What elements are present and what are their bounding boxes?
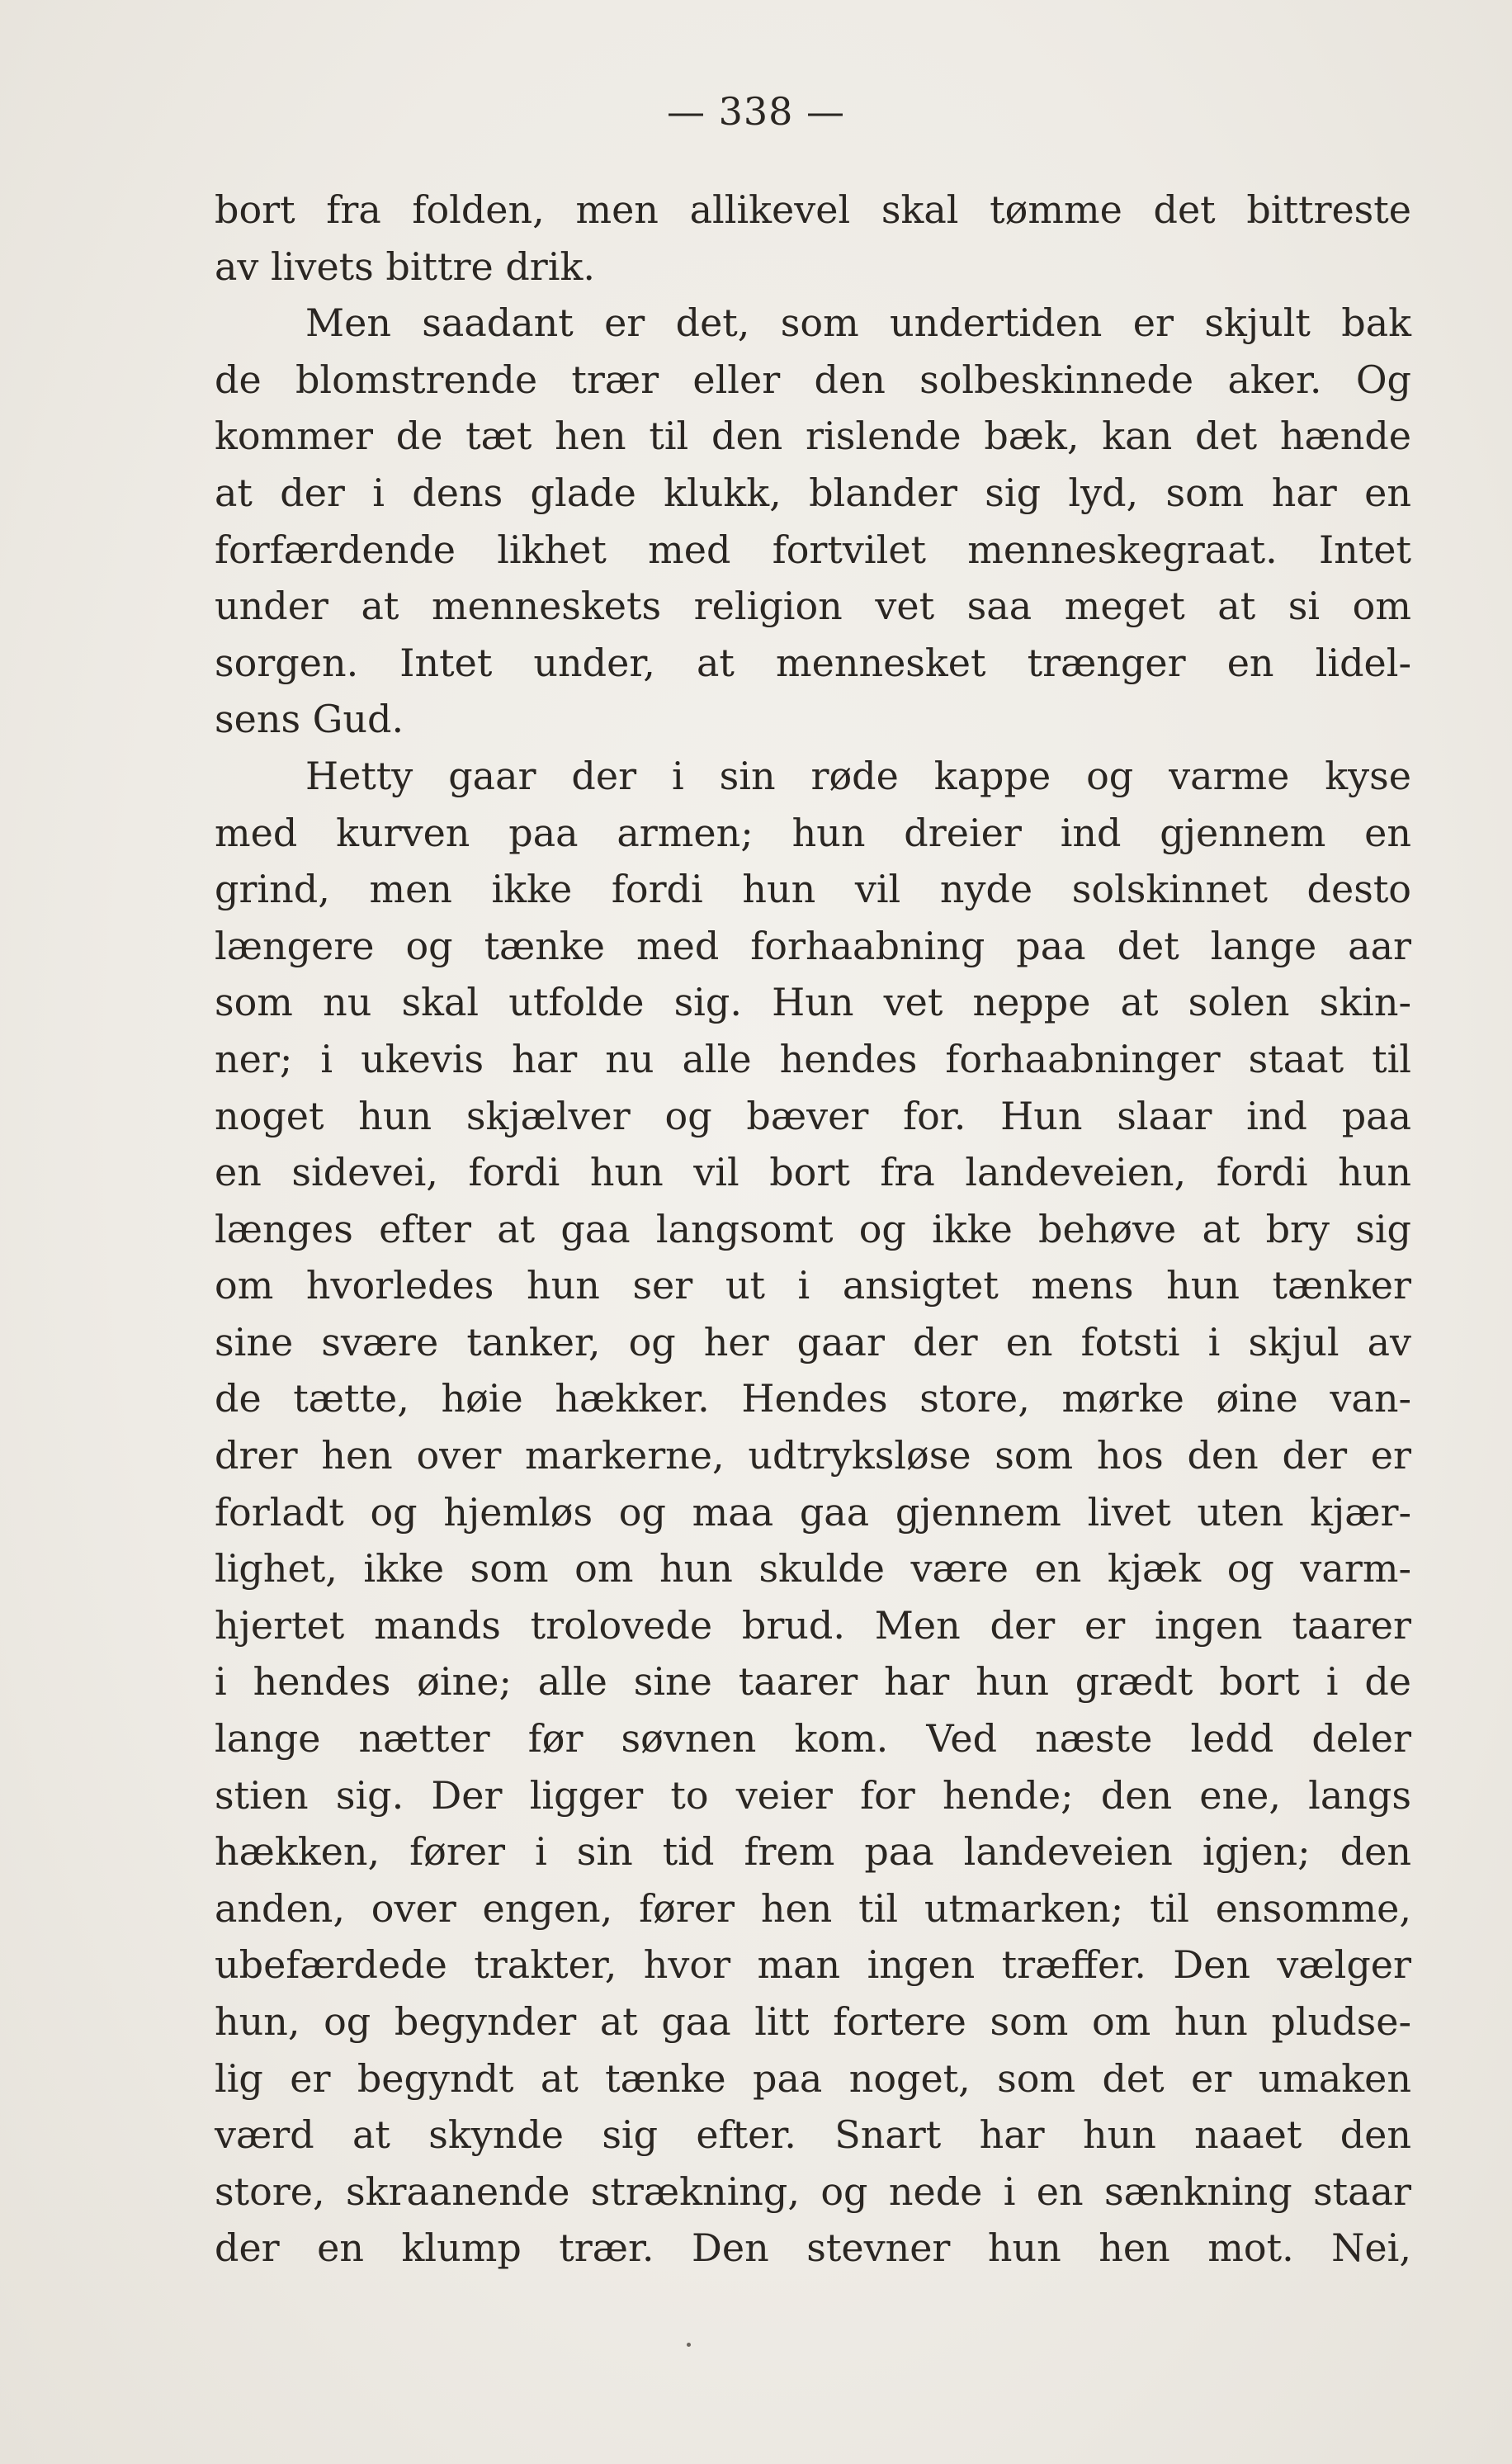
text-line: forfærdende likhet med fortvilet menneskegraat. Intet bbox=[215, 527, 1411, 572]
text-line: ner; i ukevis har nu alle hendes forhaabninger staat til bbox=[215, 1036, 1411, 1081]
text-line: sine svære tanker, og her gaar der en fotsti i skjul av bbox=[215, 1319, 1411, 1364]
text-line: store, skraanende strækning, og nede i en sænkning staar bbox=[215, 2168, 1411, 2214]
text-line: om hvorledes hun ser ut i ansigtet mens hun tænker bbox=[215, 1263, 1411, 1308]
text-line: Men saadant er det, som undertiden er skjult bak bbox=[305, 300, 1411, 346]
print-speck bbox=[687, 2343, 691, 2347]
text-line: drer hen over markerne, udtryksløse som hos den der er bbox=[215, 1433, 1411, 1478]
text-line: længere og tænke med forhaabning paa det lange aar bbox=[215, 923, 1411, 968]
page-number: — 338 — bbox=[666, 89, 846, 134]
text-line: lange nætter før søvnen kom. Ved næste ledd deler bbox=[215, 1716, 1411, 1762]
text-line: de tætte, høie hækker. Hendes store, mørke øine van- bbox=[215, 1376, 1411, 1421]
text-line: som nu skal utfolde sig. Hun vet neppe at solen skin- bbox=[215, 980, 1411, 1025]
text-line: bort fra folden, men allikevel skal tømme det bittreste bbox=[215, 187, 1411, 232]
body-text bbox=[215, 182, 1411, 2277]
text-line: under at menneskets religion vet saa meget at si om bbox=[215, 584, 1411, 629]
text-line: længes efter at gaa langsomt og ikke behøve at bry sig bbox=[215, 1206, 1411, 1251]
text-line: sens Gud. bbox=[215, 697, 404, 742]
text-line: stien sig. Der ligger to veier for hende; den ene, langs bbox=[215, 1772, 1411, 1818]
text-line: at der i dens glade klukk, blander sig lyd, som har en bbox=[215, 470, 1411, 515]
text-line: der en klump trær. Den stevner hun hen mot. Nei, bbox=[215, 2225, 1411, 2271]
text-line: hun, og begynder at gaa litt fortere som om hun pludse- bbox=[215, 1999, 1411, 2044]
text-line: anden, over engen, fører hen til utmarken; til ensomme, bbox=[215, 1885, 1411, 1931]
text-line: forladt og hjemløs og maa gaa gjennem livet uten kjær- bbox=[215, 1489, 1411, 1535]
text-line: ubefærdede trakter, hvor man ingen træffer. Den vælger bbox=[215, 1942, 1411, 1988]
text-line: Hetty gaar der i sin røde kappe og varme kyse bbox=[305, 753, 1411, 798]
text-line: en sidevei, fordi hun vil bort fra landeveien, fordi hun bbox=[215, 1150, 1411, 1195]
text-line: kommer de tæt hen til den rislende bæk, kan det hænde bbox=[215, 414, 1411, 459]
text-line: hjertet mands trolovede brud. Men der er ingen taarer bbox=[215, 1602, 1411, 1648]
text-line: lighet, ikke som om hun skulde være en kjæk og varm- bbox=[215, 1546, 1411, 1591]
text-line: sorgen. Intet under, at mennesket trænger en lidel- bbox=[215, 640, 1411, 685]
text-line: hækken, fører i sin tid frem paa landeveien igjen; den bbox=[215, 1829, 1411, 1875]
text-line: grind, men ikke fordi hun vil nyde solskinnet desto bbox=[215, 867, 1411, 912]
text-line: av livets bittre drik. bbox=[215, 244, 595, 289]
text-line: noget hun skjælver og bæver for. Hun slaar ind paa bbox=[215, 1093, 1411, 1138]
text-line: lig er begyndt at tænke paa noget, som det er umaken bbox=[215, 2055, 1411, 2101]
text-line: de blomstrende trær eller den solbeskinnede aker. Og bbox=[215, 357, 1411, 402]
text-line: med kurven paa armen; hun dreier ind gjennem en bbox=[215, 810, 1411, 855]
text-line: værd at skynde sig efter. Snart har hun naaet den bbox=[215, 2112, 1411, 2158]
text-line: i hendes øine; alle sine taarer har hun grædt bort i de bbox=[215, 1659, 1411, 1705]
